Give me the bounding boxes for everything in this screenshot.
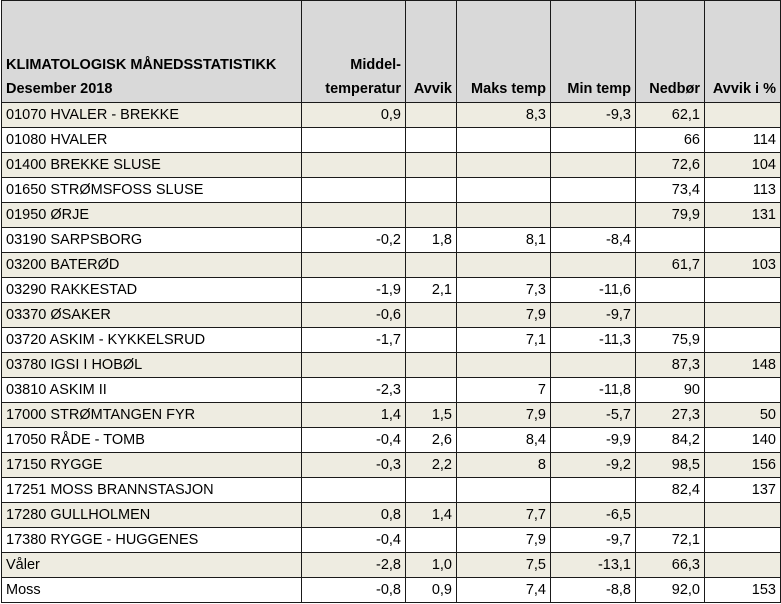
station-name-cell[interactable]: 03190 SARPSBORG	[2, 228, 302, 253]
avvik-cell[interactable]	[406, 353, 457, 378]
nedbor-cell[interactable]: 72,6	[636, 153, 705, 178]
middeltemperatur-cell[interactable]: -0,4	[302, 528, 406, 553]
table-row	[2, 453, 781, 478]
nedbor-cell[interactable]: 27,3	[636, 403, 705, 428]
table-row	[2, 403, 781, 428]
min-temp-cell[interactable]	[551, 253, 636, 278]
maks-temp-cell[interactable]: 8,4	[457, 428, 551, 453]
avvik-cell[interactable]: 1,4	[406, 503, 457, 528]
avvik-prosent-cell[interactable]	[705, 103, 781, 128]
avvik-prosent-cell[interactable]: 114	[705, 128, 781, 153]
station-name-cell[interactable]: 01080 HVALER	[2, 128, 302, 153]
table-title-header[interactable]	[2, 1, 302, 103]
avvik-prosent-cell[interactable]	[705, 228, 781, 253]
maks-temp-cell[interactable]: 7,1	[457, 328, 551, 353]
nedbor-cell[interactable]	[636, 303, 705, 328]
table-title: KLIMATOLOGISK MÅNEDSSTATISTIKK	[6, 57, 277, 73]
min-temp-cell[interactable]	[551, 153, 636, 178]
avvik-prosent-cell[interactable]	[705, 553, 781, 578]
middeltemperatur-cell[interactable]	[302, 178, 406, 203]
column-header-avvik[interactable]: Avvik	[406, 1, 457, 103]
middeltemperatur-cell[interactable]: -1,9	[302, 278, 406, 303]
min-temp-cell[interactable]: -8,8	[551, 578, 636, 603]
avvik-cell[interactable]	[406, 528, 457, 553]
nedbor-cell[interactable]: 62,1	[636, 103, 705, 128]
min-temp-cell[interactable]	[551, 128, 636, 153]
avvik-cell[interactable]	[406, 203, 457, 228]
column-header-middel-line1: Middel-	[350, 57, 401, 73]
nedbor-cell[interactable]: 73,4	[636, 178, 705, 203]
avvik-prosent-cell[interactable]	[705, 378, 781, 403]
table-row	[2, 428, 781, 453]
maks-temp-cell[interactable]: 8,3	[457, 103, 551, 128]
maks-temp-cell[interactable]	[457, 478, 551, 503]
avvik-cell[interactable]: 2,6	[406, 428, 457, 453]
station-name-cell[interactable]: 03810 ASKIM II	[2, 378, 302, 403]
avvik-cell[interactable]	[406, 478, 457, 503]
avvik-cell[interactable]	[406, 253, 457, 278]
table-row	[2, 153, 781, 178]
maks-temp-cell[interactable]: 8	[457, 453, 551, 478]
maks-temp-cell[interactable]	[457, 253, 551, 278]
nedbor-cell[interactable]: 87,3	[636, 353, 705, 378]
column-header-min-temp[interactable]: Min temp	[551, 1, 636, 103]
table-row	[2, 253, 781, 278]
station-name-cell[interactable]: 03780 IGSI I HOBØL	[2, 353, 302, 378]
middeltemperatur-cell[interactable]: -2,3	[302, 378, 406, 403]
avvik-cell[interactable]	[406, 128, 457, 153]
table-row	[2, 278, 781, 303]
avvik-prosent-cell[interactable]	[705, 303, 781, 328]
middeltemperatur-cell[interactable]: -0,4	[302, 428, 406, 453]
station-name-cell[interactable]: 03290 RAKKESTAD	[2, 278, 302, 303]
middeltemperatur-cell[interactable]: -2,8	[302, 553, 406, 578]
avvik-cell[interactable]	[406, 378, 457, 403]
min-temp-cell[interactable]: -9,9	[551, 428, 636, 453]
table-row	[2, 203, 781, 228]
table-row	[2, 228, 781, 253]
avvik-cell[interactable]: 1,8	[406, 228, 457, 253]
middeltemperatur-cell[interactable]: 0,9	[302, 103, 406, 128]
avvik-cell[interactable]	[406, 153, 457, 178]
avvik-cell[interactable]: 0,9	[406, 578, 457, 603]
station-name-cell[interactable]: 03370 ØSAKER	[2, 303, 302, 328]
maks-temp-cell[interactable]: 7,9	[457, 303, 551, 328]
table-row	[2, 578, 781, 603]
nedbor-cell[interactable]: 66,3	[636, 553, 705, 578]
table-row	[2, 353, 781, 378]
table-month: Desember 2018	[6, 81, 113, 97]
avvik-prosent-cell[interactable]	[705, 328, 781, 353]
header-row	[2, 1, 781, 103]
min-temp-cell[interactable]: -9,2	[551, 453, 636, 478]
maks-temp-cell[interactable]: 8,1	[457, 228, 551, 253]
station-name-cell[interactable]: 03720 ASKIM - KYKKELSRUD	[2, 328, 302, 353]
maks-temp-cell[interactable]: 7,5	[457, 553, 551, 578]
maks-temp-cell[interactable]: 7,9	[457, 528, 551, 553]
station-name-cell[interactable]: 17251 MOSS BRANNSTASJON	[2, 478, 302, 503]
nedbor-cell[interactable]: 82,4	[636, 478, 705, 503]
avvik-cell[interactable]	[406, 328, 457, 353]
maks-temp-cell[interactable]	[457, 128, 551, 153]
nedbor-cell[interactable]: 75,9	[636, 328, 705, 353]
column-header-middeltemperatur[interactable]	[302, 1, 406, 103]
min-temp-cell[interactable]	[551, 203, 636, 228]
table-row	[2, 553, 781, 578]
maks-temp-cell[interactable]	[457, 178, 551, 203]
column-header-middel-line2: temperatur	[325, 81, 401, 97]
min-temp-cell[interactable]: -9,7	[551, 303, 636, 328]
maks-temp-cell[interactable]: 7	[457, 378, 551, 403]
station-name-cell[interactable]: 17050 RÅDE - TOMB	[2, 428, 302, 453]
nedbor-cell[interactable]: 84,2	[636, 428, 705, 453]
table-row	[2, 328, 781, 353]
avvik-prosent-cell[interactable]: 50	[705, 403, 781, 428]
avvik-prosent-cell[interactable]: 131	[705, 203, 781, 228]
column-header-maks-temp[interactable]: Maks temp	[457, 1, 551, 103]
middeltemperatur-cell[interactable]: -0,3	[302, 453, 406, 478]
min-temp-cell[interactable]	[551, 178, 636, 203]
middeltemperatur-cell[interactable]: -1,7	[302, 328, 406, 353]
middeltemperatur-cell[interactable]	[302, 478, 406, 503]
station-name-cell[interactable]: 17380 RYGGE - HUGGENES	[2, 528, 302, 553]
nedbor-cell[interactable]: 66	[636, 128, 705, 153]
maks-temp-cell[interactable]: 7,9	[457, 403, 551, 428]
avvik-prosent-cell[interactable]: 148	[705, 353, 781, 378]
avvik-cell[interactable]	[406, 178, 457, 203]
middeltemperatur-cell[interactable]	[302, 253, 406, 278]
avvik-cell[interactable]: 1,5	[406, 403, 457, 428]
middeltemperatur-cell[interactable]: -0,8	[302, 578, 406, 603]
table-row	[2, 503, 781, 528]
nedbor-cell[interactable]: 90	[636, 378, 705, 403]
avvik-prosent-cell[interactable]: 140	[705, 428, 781, 453]
middeltemperatur-cell[interactable]	[302, 353, 406, 378]
table-row	[2, 178, 781, 203]
maks-temp-cell[interactable]: 7,7	[457, 503, 551, 528]
min-temp-cell[interactable]: -13,1	[551, 553, 636, 578]
middeltemperatur-cell[interactable]: 1,4	[302, 403, 406, 428]
min-temp-cell[interactable]: -5,7	[551, 403, 636, 428]
avvik-prosent-cell[interactable]: 153	[705, 578, 781, 603]
middeltemperatur-cell[interactable]	[302, 203, 406, 228]
nedbor-cell[interactable]	[636, 503, 705, 528]
nedbor-cell[interactable]: 98,5	[636, 453, 705, 478]
min-temp-cell[interactable]	[551, 478, 636, 503]
maks-temp-cell[interactable]	[457, 153, 551, 178]
nedbor-cell[interactable]: 79,9	[636, 203, 705, 228]
table-row	[2, 103, 781, 128]
avvik-prosent-cell[interactable]	[705, 528, 781, 553]
min-temp-cell[interactable]: -11,8	[551, 378, 636, 403]
climate-statistics-table	[1, 0, 781, 603]
station-name-cell[interactable]: 17150 RYGGE	[2, 453, 302, 478]
nedbor-cell[interactable]	[636, 228, 705, 253]
table-row	[2, 128, 781, 153]
nedbor-cell[interactable]: 92,0	[636, 578, 705, 603]
min-temp-cell[interactable]: -6,5	[551, 503, 636, 528]
avvik-cell[interactable]: 1,0	[406, 553, 457, 578]
nedbor-cell[interactable]: 72,1	[636, 528, 705, 553]
middeltemperatur-cell[interactable]	[302, 153, 406, 178]
middeltemperatur-cell[interactable]: 0,8	[302, 503, 406, 528]
column-header-nedbor[interactable]: Nedbør	[636, 1, 705, 103]
middeltemperatur-cell[interactable]: -0,6	[302, 303, 406, 328]
table-body	[2, 103, 781, 603]
avvik-prosent-cell[interactable]: 113	[705, 178, 781, 203]
avvik-prosent-cell[interactable]: 103	[705, 253, 781, 278]
station-name-cell[interactable]: 01950 ØRJE	[2, 203, 302, 228]
column-header-avvik-prosent[interactable]: Avvik i %	[705, 1, 781, 103]
station-name-cell[interactable]: Våler	[2, 553, 302, 578]
avvik-cell[interactable]	[406, 303, 457, 328]
avvik-cell[interactable]: 2,1	[406, 278, 457, 303]
table-row	[2, 303, 781, 328]
min-temp-cell[interactable]: -11,3	[551, 328, 636, 353]
nedbor-cell[interactable]: 61,7	[636, 253, 705, 278]
maks-temp-cell[interactable]	[457, 203, 551, 228]
middeltemperatur-cell[interactable]: -0,2	[302, 228, 406, 253]
table-row	[2, 528, 781, 553]
min-temp-cell[interactable]: -9,7	[551, 528, 636, 553]
avvik-prosent-cell[interactable]	[705, 278, 781, 303]
middeltemperatur-cell[interactable]	[302, 128, 406, 153]
avvik-cell[interactable]: 2,2	[406, 453, 457, 478]
station-name-cell[interactable]: 17280 GULLHOLMEN	[2, 503, 302, 528]
avvik-prosent-cell[interactable]	[705, 503, 781, 528]
min-temp-cell[interactable]: -9,3	[551, 103, 636, 128]
avvik-prosent-cell[interactable]: 104	[705, 153, 781, 178]
station-name-cell[interactable]: Moss	[2, 578, 302, 603]
avvik-prosent-cell[interactable]: 137	[705, 478, 781, 503]
station-name-cell[interactable]: 03200 BATERØD	[2, 253, 302, 278]
avvik-cell[interactable]	[406, 103, 457, 128]
station-name-cell[interactable]: 01400 BREKKE SLUSE	[2, 153, 302, 178]
min-temp-cell[interactable]: -8,4	[551, 228, 636, 253]
maks-temp-cell[interactable]: 7,3	[457, 278, 551, 303]
min-temp-cell[interactable]	[551, 353, 636, 378]
maks-temp-cell[interactable]	[457, 353, 551, 378]
station-name-cell[interactable]: 01070 HVALER - BREKKE	[2, 103, 302, 128]
min-temp-cell[interactable]: -11,6	[551, 278, 636, 303]
table-row	[2, 478, 781, 503]
avvik-prosent-cell[interactable]: 156	[705, 453, 781, 478]
station-name-cell[interactable]: 01650 STRØMSFOSS SLUSE	[2, 178, 302, 203]
nedbor-cell[interactable]	[636, 278, 705, 303]
maks-temp-cell[interactable]: 7,4	[457, 578, 551, 603]
table-row	[2, 378, 781, 403]
station-name-cell[interactable]: 17000 STRØMTANGEN FYR	[2, 403, 302, 428]
